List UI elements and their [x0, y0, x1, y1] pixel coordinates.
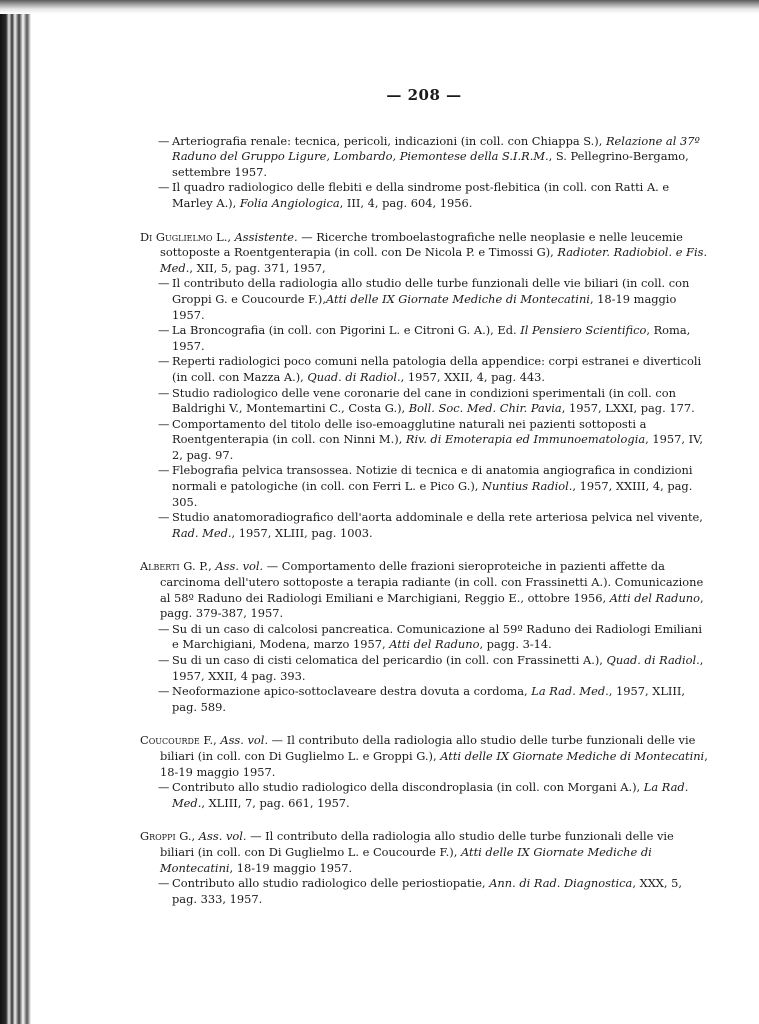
citation-text: , 18-19 maggio 1957.: [229, 860, 353, 875]
citation-text: Flebografia pelvica transossea. Notizie di tecnica e di anatomia angiografica in condizioni normali e patologiche (in coll. con Ferri L. e Pico G.),: [172, 463, 693, 494]
citation-title: Folia Angiologica: [239, 195, 340, 210]
citation-title: Ass. vol.: [198, 829, 247, 844]
book-binding-edge: [0, 0, 40, 1024]
citation-title: Relazione al 37º Raduno del Gruppo Ligure, Lombardo, Piemontese della S.I.R.M.: [172, 133, 700, 164]
citation-title: Radioter. Radiobiol. e Fis. Med.: [160, 245, 708, 275]
section-gap: [140, 212, 708, 230]
citation-title: Rad. Med.: [172, 525, 232, 540]
publication-entry: [140, 876, 708, 907]
citation-text: ,: [208, 559, 216, 574]
document-page: [140, 88, 708, 907]
citation-text: Studio anatomoradiografico dell'aorta addominale e della rete arteriosa pelvica nel vivente,: [172, 510, 703, 525]
author-section: [140, 134, 708, 212]
citation-text: Arteriografia renale: tecnica, pericoli, indicazioni (in coll. con Chiappa S.),: [172, 133, 606, 148]
citation-text: Neoformazione apico-sottoclaveare destra dovuta a cordoma,: [172, 684, 532, 699]
section-gap: [140, 541, 708, 559]
citation-text: , pagg. 3-14.: [479, 637, 552, 652]
citation-title: Assistente.: [234, 229, 298, 244]
section-gap: [140, 811, 708, 829]
citation-title: Ass. vol.: [220, 733, 269, 748]
publication-entry: [140, 386, 708, 417]
author-name: Di Guglielmo L.: [140, 229, 228, 244]
author-name: Alberti G. P.: [140, 559, 209, 574]
author-entry: [140, 230, 708, 277]
author-section: [140, 559, 708, 715]
citation-text: Comportamento del titolo delle iso-emoagglutine naturali nei pazienti sottoposti a Roentgenterapia (in coll. con Ninni M.),: [172, 416, 647, 447]
publication-entry: [140, 180, 708, 211]
citation-text: Il quadro radiologico delle flebiti e della sindrome post-flebitica (in coll. con Ratti A. e Marley A.),: [172, 180, 670, 210]
citation-title: Atti delle IX Giornate Mediche di Montecatini: [440, 748, 705, 763]
citation-text: ,: [191, 829, 199, 844]
citation-title: Atti del Raduno: [609, 590, 700, 605]
citation-title: Riv. di Emoterapia ed Immunoematologia: [405, 432, 646, 447]
citation-title: Atti delle IX Giornate Mediche di Montecatini: [325, 291, 590, 306]
citation-text: , 1957, XLIII, pag. 1003.: [231, 525, 373, 540]
publication-entry: [140, 684, 708, 715]
citation-title: Quad. di Radiol.: [307, 369, 401, 384]
author-entry: [140, 559, 708, 621]
publication-entry: [140, 134, 708, 181]
citation-text: ,: [227, 229, 235, 244]
citation-text: ,: [213, 733, 221, 748]
citation-text: , 1957, XXII, 4 pag. 393.: [172, 653, 704, 683]
citation-text: — Il contributo della radiologia allo studio delle turbe funzionali delle vie biliari (in coll. con Di Guglielmo L. e Groppi G.),: [160, 733, 696, 763]
citation-title: Nuntius Radiol.: [482, 479, 573, 494]
publication-entry: [140, 463, 708, 510]
publication-entry: [140, 276, 708, 323]
citation-text: , 1957, IV, 2, pag. 97.: [172, 432, 703, 462]
citation-text: , 18-19 maggio 1957.: [172, 291, 677, 322]
citation-title: La Rad. Med.: [531, 684, 609, 699]
publication-entry: [140, 622, 708, 653]
citation-text: Su di un caso di calcolosi pancreatica. Comunicazione al 59º Raduno dei Radiologi Emiliani e Marchigiani, Modena, marzo 1957,: [172, 621, 702, 652]
citation-text: , XXX, 5, pag. 333, 1957.: [172, 876, 683, 906]
citation-text: , XLIII, 7, pag. 661, 1957.: [201, 795, 350, 810]
author-section: [140, 230, 708, 542]
author-section: [140, 829, 708, 907]
author-name: Coucourde F.: [140, 733, 214, 748]
author-name: Groppi G.: [140, 829, 192, 844]
citation-text: , III, 4, pag. 604, 1956.: [339, 195, 473, 210]
citation-text: , Roma, 1957.: [172, 323, 691, 353]
citation-title: Ass. vol.: [215, 559, 264, 574]
page-number: — 208 —: [386, 86, 462, 104]
citation-text: — Ricerche tromboelastografiche nelle neoplasie e nelle leucemie sottoposte a Roentgenterapia (in coll. con De Nicola P. e Timossi G),: [160, 229, 683, 260]
citation-title: Boll. Soc. Med. Chir. Pavia: [408, 401, 562, 416]
publication-entry: [140, 653, 708, 684]
citation-text: — Comportamento delle frazioni sieroproteiche in pazienti affette da carcinoma dell'utero sottoposte a terapia radiante (in coll. con Frassinetti A.). Comunicazione al 58º Raduno dei Radiologi Emiliani e Marchigiani, Reggio E., ottobre 1956,: [160, 559, 704, 605]
citation-text: , 18-19 maggio 1957.: [160, 748, 708, 779]
citation-text: , S. Pellegrino-Bergamo, settembre 1957.: [172, 149, 689, 179]
publication-entry: [140, 510, 708, 541]
citation-title: Atti del Raduno: [389, 637, 480, 652]
citation-text: Contributo allo studio radiologico delle periostiopatie,: [172, 876, 490, 891]
author-entry: [140, 733, 708, 780]
citation-text: Reperti radiologici poco comuni nella patologia della appendice: corpi estranei e diverticoli (in coll. con Mazza A.),: [172, 354, 702, 384]
page-top-edge: [0, 0, 759, 14]
citation-text: Su di un caso di cisti celomatica del pericardio (in coll. con Frassinetti A.),: [172, 653, 607, 667]
publication-entry: [140, 417, 708, 464]
publication-entry: [140, 780, 708, 811]
citation-text: La Broncografia (in coll. con Pigorini L. e Citroni G. A.), Ed.: [172, 323, 521, 338]
bibliography-list: [140, 134, 708, 908]
citation-text: , pagg. 379-387, 1957.: [160, 590, 704, 621]
citation-text: Il contributo della radiologia allo studio delle turbe funzionali delle vie biliari (in coll. con Groppi G. e Coucourde F.),: [172, 276, 690, 306]
publication-entry: [140, 354, 708, 385]
citation-text: , 1957, XXIII, 4, pag. 305.: [172, 479, 693, 509]
author-section: [140, 733, 708, 811]
citation-text: , XII, 5, pag. 371, 1957,: [189, 260, 326, 275]
citation-title: Atti delle IX Giornate Mediche di Montecatini: [160, 844, 652, 875]
citation-text: — Il contributo della radiologia allo studio delle turbe funzionali delle vie biliari (in coll. con Di Guglielmo L. e Coucourde F.),: [160, 829, 674, 859]
publication-entry: [140, 323, 708, 354]
citation-text: Studio radiologico delle vene coronarie del cane in condizioni sperimentali (in coll. con Baldrighi V., Montemartini C., Costa G.),: [172, 385, 676, 416]
citation-title: Ann. di Rad. Diagnostica: [489, 876, 633, 891]
citation-text: , 1957, XXII, 4, pag. 443.: [400, 369, 546, 384]
citation-title: La Rad. Med.: [172, 780, 689, 810]
author-entry: [140, 829, 708, 876]
citation-text: Contributo allo studio radiologico della discondroplasia (in coll. con Morgani A.),: [172, 780, 644, 795]
section-gap: [140, 715, 708, 733]
citation-text: , 1957, LXXI, pag. 177.: [561, 401, 695, 416]
citation-text: , 1957, XLIII, pag. 589.: [172, 684, 686, 714]
citation-title: Il Pensiero Scientifico: [520, 323, 647, 338]
citation-title: Quad. di Radiol.: [606, 653, 700, 667]
